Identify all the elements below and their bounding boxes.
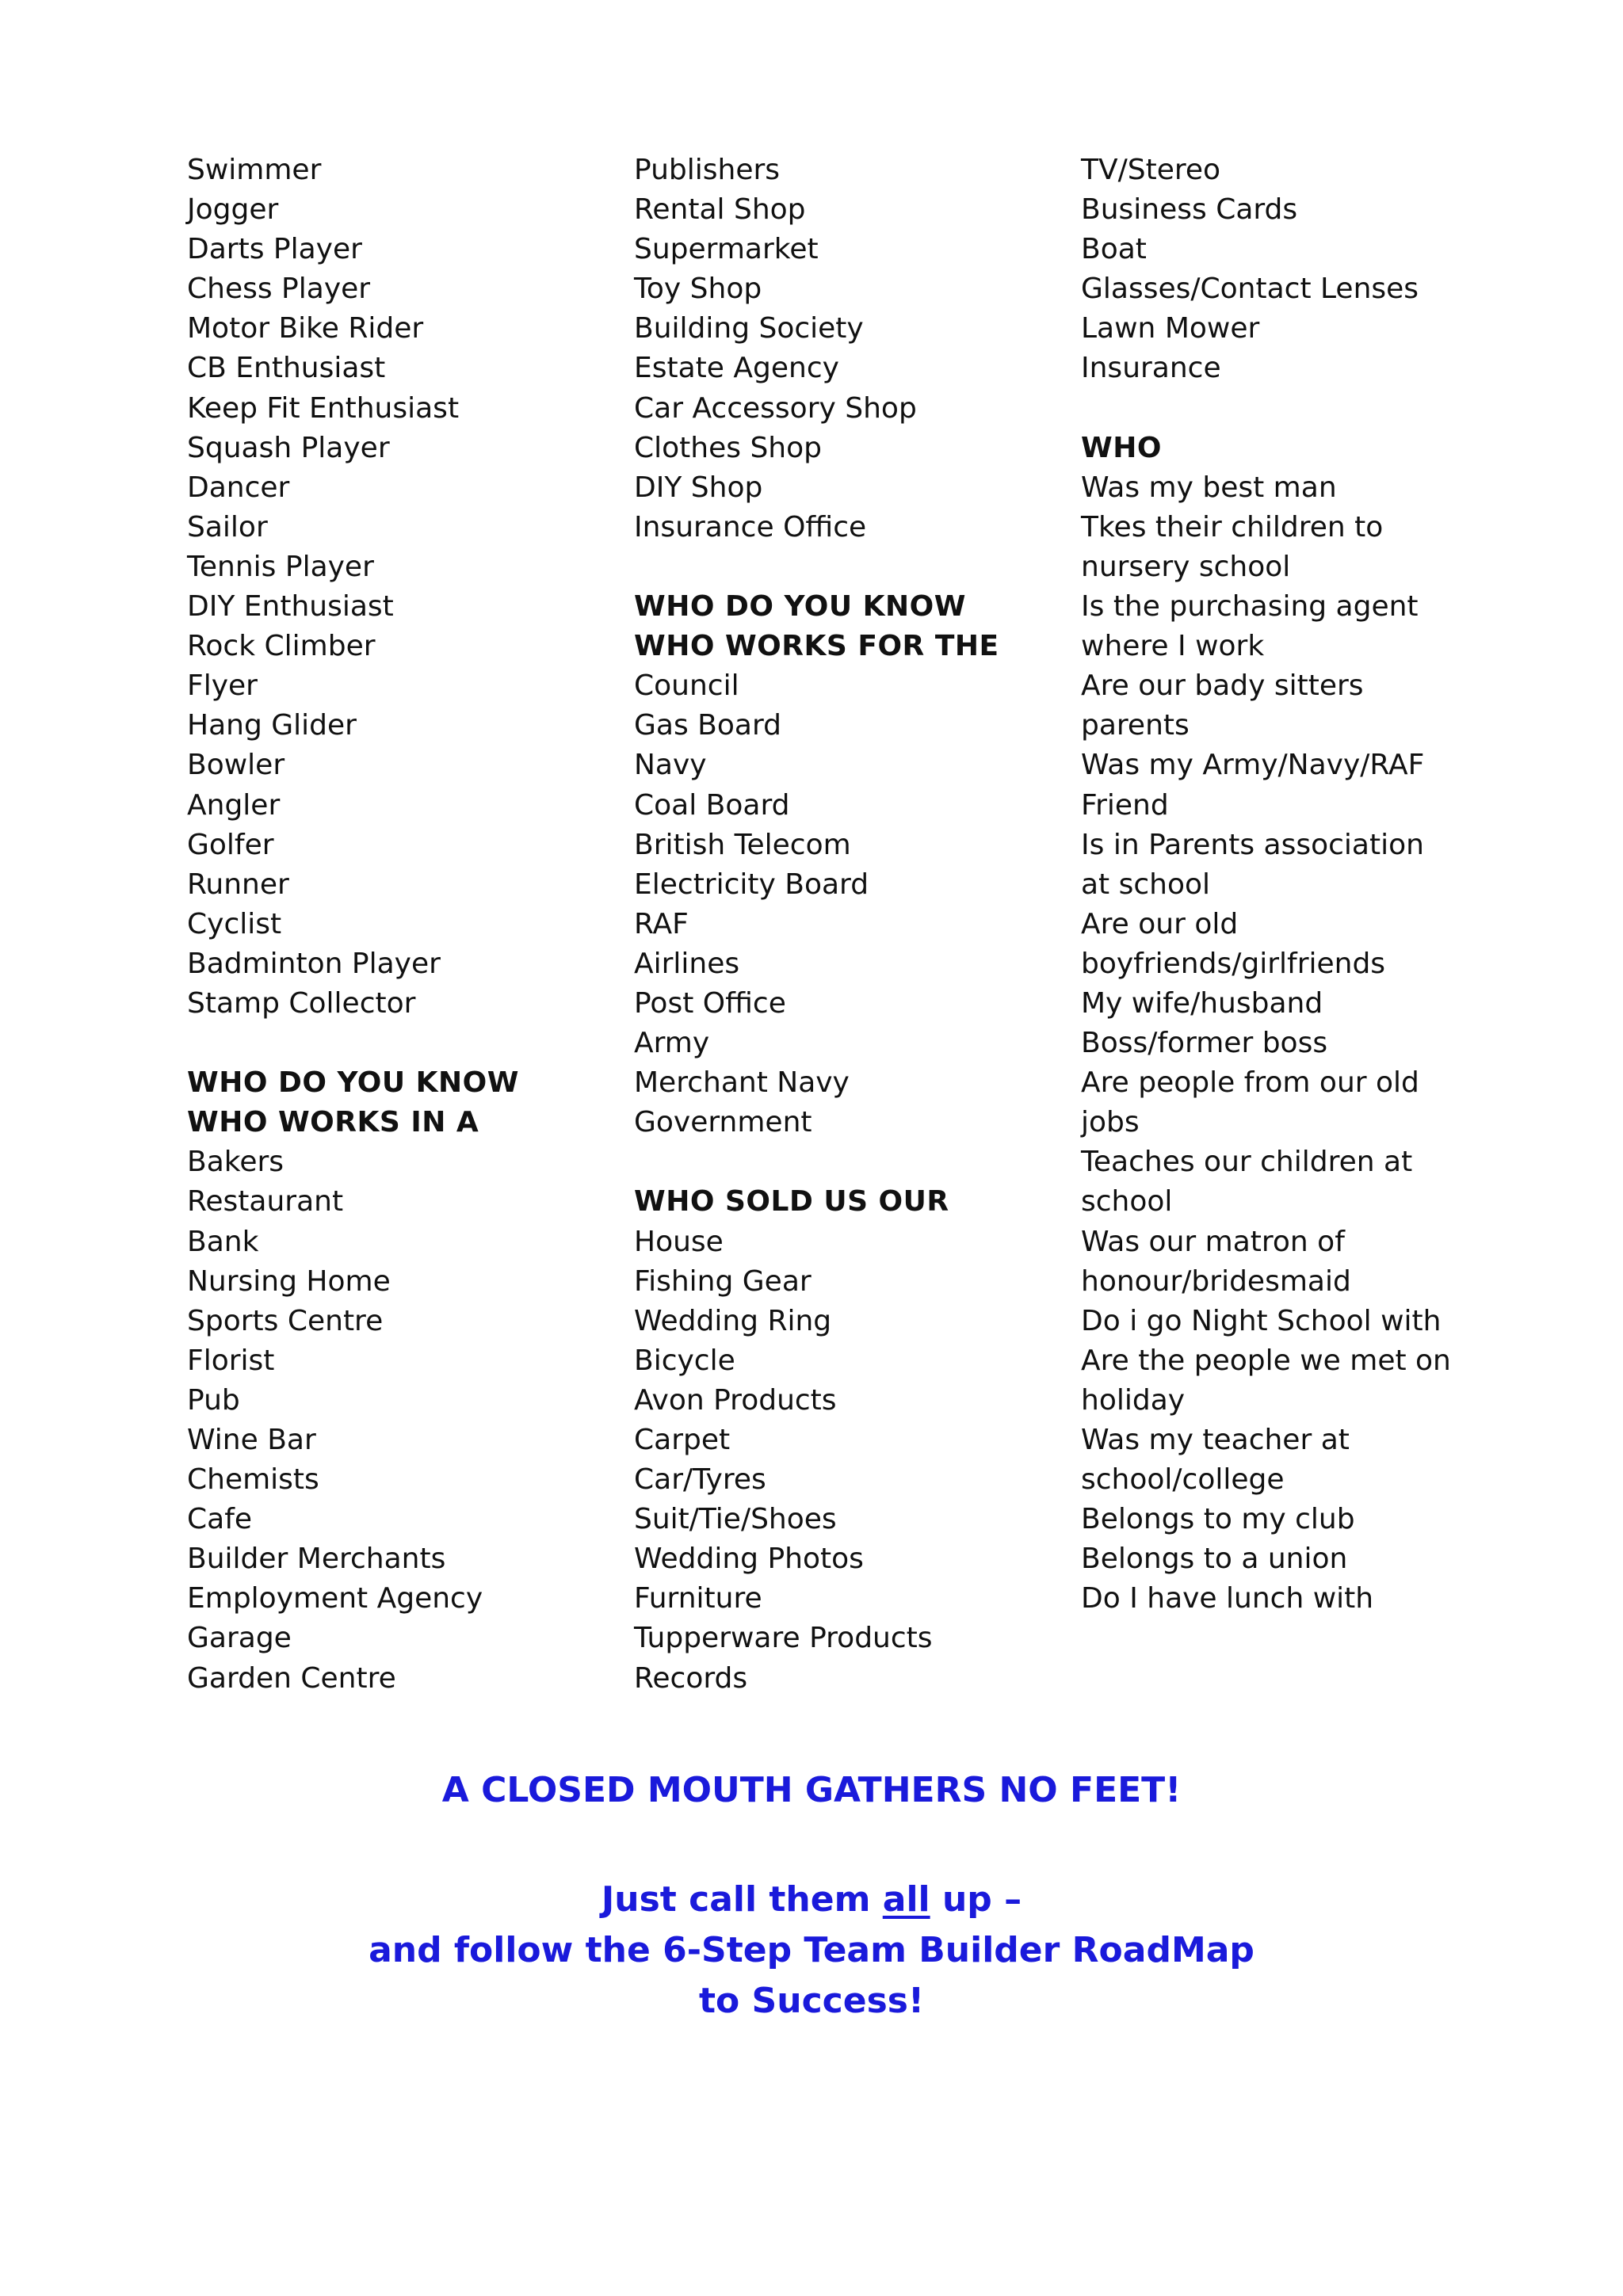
list-item: Do i go Night School with [1081,1304,1442,1337]
spacer [1081,389,1525,429]
list-item: school [1081,1185,1173,1219]
list-item: school/college [1081,1463,1285,1497]
list-item: Rental Shop [634,193,806,227]
list-item: Restaurant [187,1185,344,1219]
list-item: Estate Agency [634,352,839,385]
list-item: honour/bridesmaid [1081,1264,1351,1298]
list-item: Rock Climber [187,630,376,663]
cta-underlined-word: all [882,1879,930,1920]
list-item: Council [634,669,739,703]
list-item: Gas Board [634,709,781,742]
list-item: Boat [1081,233,1147,266]
list-item: Business Cards [1081,193,1298,227]
list-item: Car Accessory Shop [634,391,917,425]
list-item: where I work [1081,630,1265,663]
list-item: Tupperware Products [634,1622,933,1655]
list-item: parents [1081,709,1190,742]
list-item: RAF [634,907,689,940]
list-item: Post Office [634,986,786,1020]
list-item: Glasses/Contact Lenses [1081,273,1419,306]
list-item: Bowler [187,749,285,782]
list-item: Motor Bike Rider [187,312,424,345]
list-item: Is the purchasing agent [1081,590,1419,624]
list-item: Was our matron of [1081,1225,1345,1258]
cta-line-1 [0,1875,1623,1925]
list-item: Dancer [187,471,290,504]
list-item: Golfer [187,828,274,861]
list-item: British Telecom [634,828,851,861]
list-item: boyfriends/girlfriends [1081,947,1386,980]
list-item: Furniture [634,1582,762,1615]
list-item: Wedding Photos [634,1543,864,1576]
list-item: Airlines [634,947,740,980]
list-item: Runner [187,868,289,901]
list-item: Chemists [187,1463,319,1497]
slogan-heading: A CLOSED MOUTH GATHERS NO FEET! [441,1770,1182,1810]
list-item: Car/Tyres [634,1463,766,1497]
list-item: Belongs to a union [1081,1543,1348,1576]
spacer [187,1024,615,1063]
list-item: Cafe [187,1503,253,1536]
list-item: Bakers [187,1146,285,1179]
list-item: Coal Board [634,788,790,822]
list-item: Fishing Gear [634,1264,812,1298]
list-item: Avon Products [634,1383,837,1417]
list-item: Chess Player [187,273,371,306]
list-item: Government [634,1106,812,1139]
list-item: Darts Player [187,233,362,266]
section-heading: WHO DO YOU KNOW [187,1066,519,1100]
list-item: Teaches our children at [1081,1146,1413,1179]
list-item: TV/Stereo [1081,154,1221,186]
list-item: DIY Shop [634,471,763,504]
list-item: Army [634,1027,710,1060]
column-3 [1081,151,1525,1619]
list-item: Angler [187,788,281,822]
cta-line-1-start: Just call them [601,1879,883,1920]
list-item: Navy [634,749,707,782]
list-item: Bicycle [634,1344,735,1377]
list-item: Tkes their children to [1081,510,1384,543]
section-heading: WHO WORKS IN A [187,1106,479,1139]
cta-line-2: and follow the 6-Step Team Builder RoadMap [369,1930,1254,1970]
list-item: Stamp Collector [187,986,416,1020]
list-item: Cyclist [187,907,282,940]
column-1 [187,151,615,1699]
list-item: Boss/former boss [1081,1027,1328,1060]
list-item: Clothes Shop [634,431,822,464]
list-item: Publishers [634,154,781,186]
list-item: Flyer [187,669,258,703]
list-item: Are the people we met on [1081,1344,1451,1377]
list-item: Carpet [634,1424,731,1456]
list-item: Lawn Mower [1081,312,1260,345]
list-item: Tennis Player [187,550,374,583]
list-item: Garage [187,1622,292,1655]
list-item: Badminton Player [187,947,441,980]
list-item: Pub [187,1383,240,1417]
list-item: House [634,1225,724,1258]
list-item: Keep Fit Enthusiast [187,391,460,425]
cta-line-1-end: up – [930,1879,1022,1920]
list-item: CB Enthusiast [187,352,386,385]
list-item: Are people from our old [1081,1066,1419,1100]
spacer [634,547,1062,587]
list-item: Squash Player [187,431,390,464]
list-item: Insurance Office [634,510,867,543]
list-item: nursery school [1081,550,1291,583]
call-to-action [0,1875,1623,2027]
list-item: Garden Centre [187,1661,396,1695]
list-item: Hang Glider [187,709,357,742]
list-item: My wife/husband [1081,986,1323,1020]
list-item: Florist [187,1344,275,1377]
list-item: Building Society [634,312,864,345]
list-item: at school [1081,868,1211,901]
column-2 [634,151,1062,1699]
list-item: Records [634,1661,748,1695]
list-item: Swimmer [187,154,322,186]
list-item: holiday [1081,1383,1186,1417]
list-item: Was my best man [1081,471,1337,504]
section-heading: WHO DO YOU KNOW [634,590,966,624]
list-item: Is in Parents association [1081,828,1424,861]
list-item: Are our bady sitters [1081,669,1364,703]
list-item: Toy Shop [634,273,762,306]
list-item: Sailor [187,510,268,543]
list-item: Nursing Home [187,1264,391,1298]
list-item: Sports Centre [187,1304,384,1337]
cta-line-3: to Success! [698,1981,925,2021]
list-item: DIY Enthusiast [187,590,394,624]
section-heading: WHO SOLD US OUR [634,1185,949,1219]
list-item: Wedding Ring [634,1304,832,1337]
list-item: Was my Army/Navy/RAF [1081,749,1425,782]
list-item: Are our old [1081,907,1239,940]
list-item: Employment Agency [187,1582,483,1615]
list-item: Do I have lunch with [1081,1582,1374,1615]
list-item: Suit/Tie/Shoes [634,1503,837,1536]
list-item: Bank [187,1225,259,1258]
list-item: Was my teacher at [1081,1424,1350,1456]
list-item: Merchant Navy [634,1066,850,1100]
list-item: Friend [1081,788,1169,822]
list-item: Supermarket [634,233,819,266]
list-item: Wine Bar [187,1424,316,1456]
spacer [634,1142,1062,1182]
section-heading: WHO WORKS FOR THE [634,630,999,663]
list-item: jobs [1081,1106,1140,1139]
list-item: Jogger [187,193,279,227]
section-heading: WHO [1081,431,1162,464]
list-item: Electricity Board [634,868,869,901]
list-item: Insurance [1081,352,1221,385]
list-item: Builder Merchants [187,1543,446,1576]
list-item: Belongs to my club [1081,1503,1355,1536]
